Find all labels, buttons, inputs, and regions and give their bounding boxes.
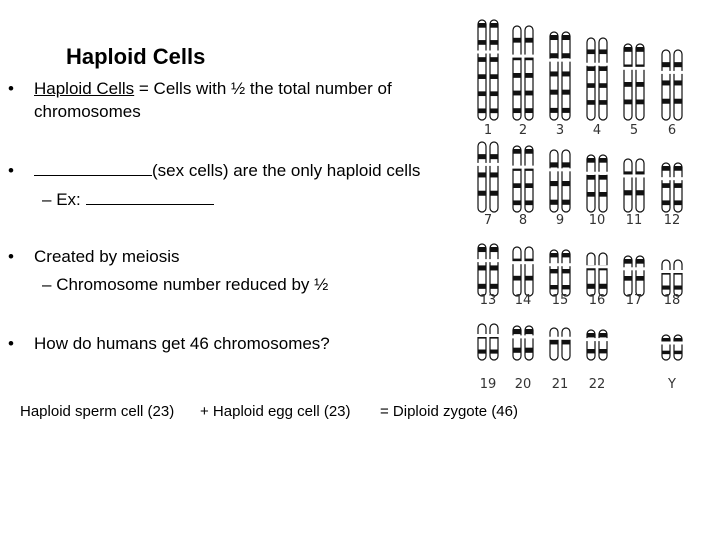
chromosome-number-label: 11 <box>625 213 643 228</box>
chromosome-band <box>562 285 570 289</box>
centromere <box>598 172 608 175</box>
bullet-3-text: Created by meiosis <box>34 247 180 266</box>
chromosome-band <box>674 338 682 341</box>
chromosome-band <box>525 329 533 334</box>
chromosome-band <box>513 348 521 353</box>
chromosome-pair <box>586 38 608 120</box>
chromosome-band <box>562 35 570 40</box>
chromosome-band <box>550 35 558 40</box>
chromosome-band <box>490 91 498 96</box>
chromosome-band <box>478 40 486 45</box>
chromosome <box>478 324 486 360</box>
chromosome-pair <box>661 50 683 120</box>
chromosome-band <box>636 190 644 195</box>
chromosome-band <box>478 23 486 28</box>
centromere <box>489 259 499 262</box>
chromosome-band <box>636 276 644 281</box>
chromosome-pair <box>512 326 534 360</box>
bullet-1 <box>8 77 392 100</box>
chromosome-band <box>525 276 533 281</box>
centromere <box>673 177 683 180</box>
bullet-2 <box>8 159 420 182</box>
chromosome-band <box>513 183 521 188</box>
chromosome-band <box>636 47 644 52</box>
chromosome-band <box>674 183 682 188</box>
chromosome-number-label: 10 <box>588 213 606 228</box>
chromosome-band <box>525 348 533 353</box>
chromosome <box>490 20 498 120</box>
chromosome-pair <box>661 260 683 296</box>
chromosome-band <box>550 90 558 95</box>
chromosome-band <box>478 284 486 289</box>
chromosome-band <box>587 175 595 180</box>
chromosome-band <box>599 192 607 197</box>
chromosome-band <box>674 80 682 85</box>
chromosome-band <box>525 183 533 188</box>
chromosome-number-label: 8 <box>518 213 528 228</box>
chromosome-band <box>478 172 486 177</box>
chromosome-pair <box>586 330 608 360</box>
centromere <box>477 259 487 262</box>
chromosome-band <box>525 200 533 205</box>
chromosome-band <box>624 259 632 264</box>
chromosome-band <box>478 265 486 270</box>
chromosome-band <box>490 265 498 270</box>
chromosome-band <box>513 276 521 281</box>
chromosome-band <box>490 57 498 62</box>
chromosome-band <box>513 108 521 113</box>
centromere <box>598 63 608 66</box>
term-haploid-cells: Haploid Cells <box>34 79 135 98</box>
chromosome-band <box>550 108 558 113</box>
chromosome-band <box>525 149 533 154</box>
chromosome-band <box>587 100 595 105</box>
chromosome <box>525 247 533 296</box>
centromere <box>549 337 559 340</box>
chromosome-band <box>478 154 486 159</box>
chromosome-band <box>562 90 570 95</box>
centromere <box>673 342 683 345</box>
chromosome-pair <box>512 146 534 212</box>
chromosome-band <box>562 200 570 205</box>
chromosome <box>624 159 632 212</box>
centromere <box>549 263 559 266</box>
bullet-2-text: (sex cells) are the only haploid cells <box>152 161 421 180</box>
chromosome-pair <box>586 253 608 296</box>
bullet-4-text: How do humans get 46 chromosomes? <box>34 334 330 353</box>
chromosome-band <box>599 83 607 88</box>
chromosome-band <box>587 158 595 163</box>
centromere <box>524 261 534 264</box>
chromosome-band <box>674 62 682 67</box>
sub-bullet-text: Chromosome number reduced by ½ <box>56 275 329 294</box>
centromere <box>512 166 522 169</box>
chromosome-band <box>636 82 644 87</box>
chromosome <box>478 20 486 120</box>
chromosome-band <box>599 100 607 105</box>
chromosome-band <box>490 108 498 113</box>
chromosome-band <box>599 158 607 163</box>
chromosome-band <box>490 350 498 354</box>
chromosome-pair <box>661 163 683 212</box>
centromere <box>623 174 633 177</box>
chromosome <box>599 253 607 296</box>
chromosome-number-label: 12 <box>663 213 681 228</box>
bullet-dot: • <box>8 247 14 266</box>
chromosome-pair <box>623 159 645 212</box>
chromosome-band <box>550 285 558 289</box>
chromosome-band <box>478 247 486 252</box>
chromosome <box>662 260 670 296</box>
chromosome-number-label: 4 <box>592 123 602 138</box>
chromosome-band <box>550 253 558 257</box>
centromere <box>524 55 534 58</box>
chromosome-band <box>562 253 570 257</box>
chromosome-band <box>490 247 498 252</box>
chromosome-band <box>513 38 521 43</box>
chromosome-number-label: 22 <box>588 377 606 392</box>
chromosome-band <box>624 82 632 87</box>
chromosome-band <box>662 99 670 104</box>
chromosome-band <box>662 351 670 354</box>
chromosome-band <box>478 350 486 354</box>
chromosome-band <box>550 71 558 76</box>
centromere <box>623 267 633 270</box>
centromere <box>477 163 487 166</box>
chromosome-band <box>490 284 498 289</box>
chromosome-band <box>587 284 595 289</box>
chromosome-number-label: 16 <box>588 293 606 308</box>
centromere <box>561 59 571 62</box>
sub-bullet-example <box>42 188 214 211</box>
chromosome <box>636 159 644 212</box>
centromere <box>512 261 522 264</box>
chromosome-band <box>662 200 670 205</box>
chromosome-band <box>550 181 558 186</box>
bullet-dot: • <box>8 161 14 180</box>
chromosome-band <box>599 175 607 180</box>
chromosome-band <box>490 40 498 45</box>
chromosome-band <box>478 108 486 113</box>
chromosome-number-label: 2 <box>518 123 528 138</box>
chromosome-band <box>525 108 533 113</box>
chromosome-number-label: 17 <box>625 293 643 308</box>
centromere <box>623 67 633 70</box>
chromosome-band <box>513 149 521 154</box>
chromosome-band <box>562 108 570 113</box>
equation-zygote: = Diploid zygote (46) <box>380 403 518 420</box>
chromosome-band <box>562 71 570 76</box>
chromosome-band <box>587 333 595 337</box>
centromere <box>586 63 596 66</box>
bullet-dot: • <box>8 79 14 98</box>
bullet-1-text: = Cells with ½ the total number of <box>134 79 392 98</box>
chromosome-number-label: 18 <box>663 293 681 308</box>
centromere <box>661 177 671 180</box>
centromere <box>586 265 596 268</box>
centromere <box>673 71 683 74</box>
chromosome-number-label: 1 <box>483 123 493 138</box>
chromosome-number-label: 9 <box>555 213 565 228</box>
chromosome-band <box>513 200 521 205</box>
chromosome-band <box>478 191 486 196</box>
centromere <box>635 67 645 70</box>
chromosome-band <box>599 284 607 289</box>
centromere <box>477 51 487 54</box>
chromosome-band <box>587 192 595 197</box>
chromosome-number-label: Y <box>668 377 676 392</box>
centromere <box>549 168 559 171</box>
chromosome-band <box>525 73 533 78</box>
centromere <box>489 334 499 337</box>
chromosome-band <box>599 333 607 337</box>
chromosome-band <box>490 23 498 28</box>
chromosome-band <box>562 162 570 167</box>
centromere <box>549 59 559 62</box>
equation-egg: + Haploid egg cell (23) <box>200 403 351 420</box>
bullet-dot: • <box>8 334 14 353</box>
chromosome-band <box>662 286 670 290</box>
karyotype-image <box>462 12 702 397</box>
chromosome-band <box>662 80 670 85</box>
sub-bullet-meiosis <box>42 273 328 296</box>
chromosome-band <box>662 183 670 188</box>
chromosome-number-label: 15 <box>551 293 569 308</box>
chromosome-pair <box>549 32 571 120</box>
centromere <box>561 337 571 340</box>
centromere <box>586 338 596 341</box>
equation-sperm: Haploid sperm cell (23) <box>20 403 175 420</box>
chromosome <box>599 155 607 212</box>
centromere <box>598 338 608 341</box>
chromosome-pair <box>512 26 534 120</box>
chromosome-band <box>674 200 682 205</box>
chromosome-pair <box>477 244 499 296</box>
chromosome-band <box>624 190 632 195</box>
chromosome-band <box>587 83 595 88</box>
centromere <box>598 265 608 268</box>
chromosome-band <box>562 53 570 58</box>
chromosome-band <box>513 73 521 78</box>
chromosome-pair <box>512 247 534 296</box>
chromosome-number-label: 21 <box>551 377 569 392</box>
chromosome-pair <box>623 256 645 296</box>
chromosome-number-label: 5 <box>629 123 639 138</box>
bullet-3 <box>8 245 180 268</box>
centromere <box>635 267 645 270</box>
chromosome-band <box>478 74 486 79</box>
bullet-1-line2: chromosomes <box>34 102 141 121</box>
chromosome-band <box>674 99 682 104</box>
dash: – <box>42 275 52 294</box>
chromosome-band <box>674 286 682 290</box>
centromere <box>489 163 499 166</box>
centromere <box>661 71 671 74</box>
chromosome-number-label: 13 <box>479 293 497 308</box>
fill-in-blank <box>34 159 152 176</box>
chromosome-band <box>525 38 533 43</box>
chromosome-pair <box>549 150 571 212</box>
fill-in-blank-example <box>86 188 214 205</box>
chromosome-number-label: 3 <box>555 123 565 138</box>
chromosome-band <box>550 340 558 345</box>
chromosome-band <box>525 91 533 96</box>
chromosome <box>587 155 595 212</box>
chromosome-pair <box>477 324 499 360</box>
chromosome-band <box>599 49 607 54</box>
chromosome-number-label: 20 <box>514 377 532 392</box>
chromosome-band <box>550 162 558 167</box>
centromere <box>586 172 596 175</box>
chromosome-band <box>587 349 595 353</box>
chromosome-band <box>490 74 498 79</box>
centromere <box>477 334 487 337</box>
centromere <box>661 342 671 345</box>
centromere <box>661 270 671 273</box>
chromosome-band <box>490 154 498 159</box>
chromosome-band <box>662 166 670 171</box>
chromosome-band <box>624 47 632 52</box>
chromosome-number-label: 19 <box>479 377 497 392</box>
centromere <box>524 335 534 338</box>
centromere <box>512 55 522 58</box>
chromosome-band <box>490 191 498 196</box>
chromosome-number-label: 14 <box>514 293 532 308</box>
chromosome-pair <box>549 250 571 296</box>
chromosome <box>674 260 682 296</box>
chromosome-band <box>478 91 486 96</box>
slide-title: Haploid Cells <box>66 44 206 69</box>
chromosome-band <box>674 166 682 171</box>
chromosome-band <box>624 100 632 105</box>
chromosome-number-label: 7 <box>483 213 493 228</box>
bullet-4 <box>8 332 330 355</box>
chromosome-pair <box>661 335 683 360</box>
chromosome-band <box>562 181 570 186</box>
centromere <box>561 168 571 171</box>
centromere <box>673 270 683 273</box>
chromosome-band <box>599 349 607 353</box>
chromosome-band <box>490 172 498 177</box>
chromosome-band <box>550 200 558 205</box>
chromosome-band <box>599 66 607 71</box>
chromosome-band <box>513 329 521 334</box>
centromere <box>635 174 645 177</box>
chromosome-pair <box>477 20 499 120</box>
chromosome-band <box>587 66 595 71</box>
chromosome-band <box>562 340 570 345</box>
chromosome-pair <box>549 328 571 360</box>
chromosome-pair <box>586 155 608 212</box>
centromere <box>524 166 534 169</box>
chromosome-band <box>478 57 486 62</box>
chromosome <box>490 324 498 360</box>
chromosome-band <box>562 269 570 273</box>
chromosome-band <box>624 276 632 281</box>
chromosome-pair <box>623 44 645 120</box>
chromosome <box>513 247 521 296</box>
chromosome-band <box>513 91 521 96</box>
centromere <box>489 51 499 54</box>
chromosome-number-label: 6 <box>667 123 677 138</box>
chromosome-band <box>636 259 644 264</box>
example-label: Ex: <box>56 190 81 209</box>
chromosome <box>587 253 595 296</box>
chromosome-band <box>674 351 682 354</box>
chromosome-pair <box>477 142 499 212</box>
centromere <box>561 263 571 266</box>
chromosome-band <box>662 62 670 67</box>
chromosome-band <box>550 269 558 273</box>
chromosome-band <box>550 53 558 58</box>
dash: – <box>42 190 52 209</box>
centromere <box>512 335 522 338</box>
chromosome-band <box>662 338 670 341</box>
chromosome-band <box>587 49 595 54</box>
chromosome-band <box>636 100 644 105</box>
